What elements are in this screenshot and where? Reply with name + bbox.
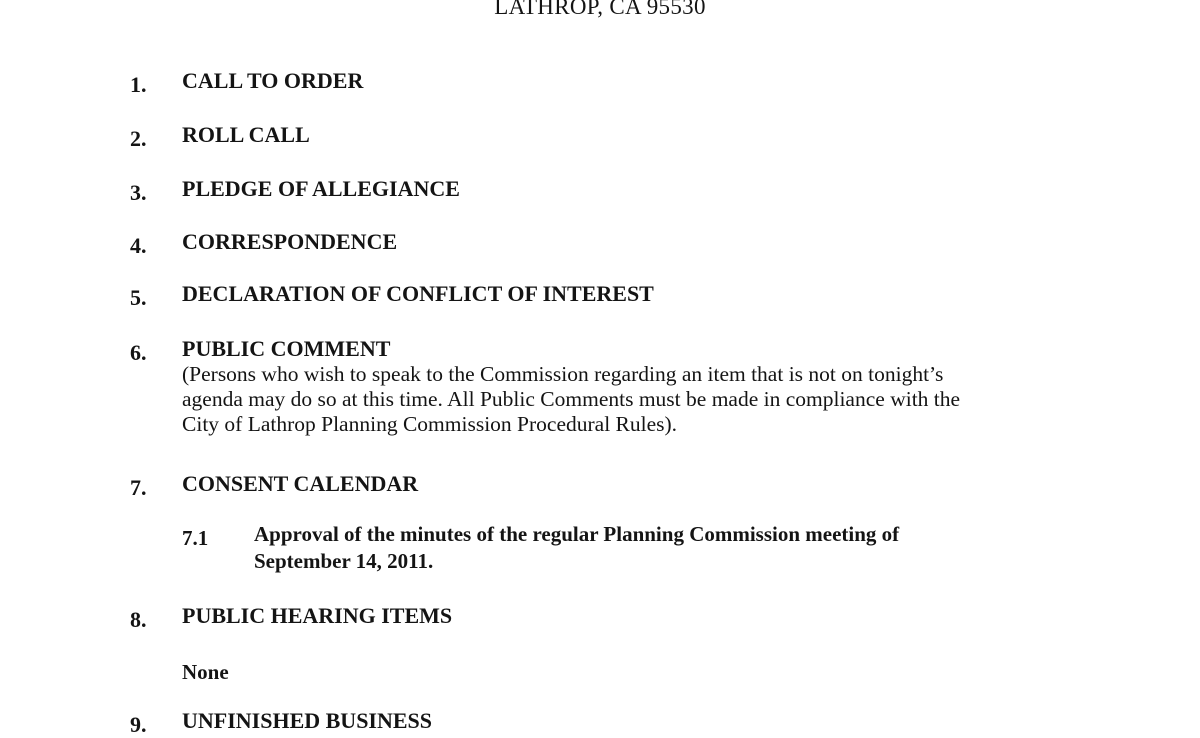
description-line: (Persons who wish to speak to the Commission regarding an item that is not on tonight’s [182,362,944,386]
agenda-item-title: CONSENT CALENDAR [182,471,419,496]
agenda-item-number: 2. [130,126,147,151]
description-line: agenda may do so at this time. All Public Comments must be made in compliance with the [182,387,961,411]
subitem-number: 7.1 [182,526,209,550]
agenda-item-title: CALL TO ORDER [182,68,364,93]
agenda-item-title: ROLL CALL [182,122,310,147]
public-comment-description [182,362,1082,437]
agenda-item-title: UNFINISHED BUSINESS [182,708,433,733]
agenda-item-title: PLEDGE OF ALLEGIANCE [182,176,460,201]
agenda-item-number: 8. [130,607,147,632]
agenda-item-number: 7. [130,475,147,500]
agenda-item-title: PUBLIC COMMENT [182,336,391,361]
subitem-line: Approval of the minutes of the regular Planning Commission meeting of [254,522,900,546]
agenda-item-number: 6. [130,340,147,365]
agenda-item-title: DECLARATION OF CONFLICT OF INTEREST [182,281,654,306]
agenda-item-number: 4. [130,233,147,258]
agenda-item-number: 1. [130,72,147,97]
agenda-item-number: 9. [130,712,147,737]
subitem-text [254,521,899,575]
header-location: LATHROP, CA 95530 [494,0,706,19]
agenda-item-number: 3. [130,180,147,205]
public-hearing-none: None [182,660,229,684]
agenda-item-title: PUBLIC HEARING ITEMS [182,603,453,628]
subitem-line: September 14, 2011. [254,549,434,573]
description-line: City of Lathrop Planning Commission Procedural Rules). [182,412,678,436]
agenda-item-number: 5. [130,285,147,310]
agenda-item-title: CORRESPONDENCE [182,229,398,254]
